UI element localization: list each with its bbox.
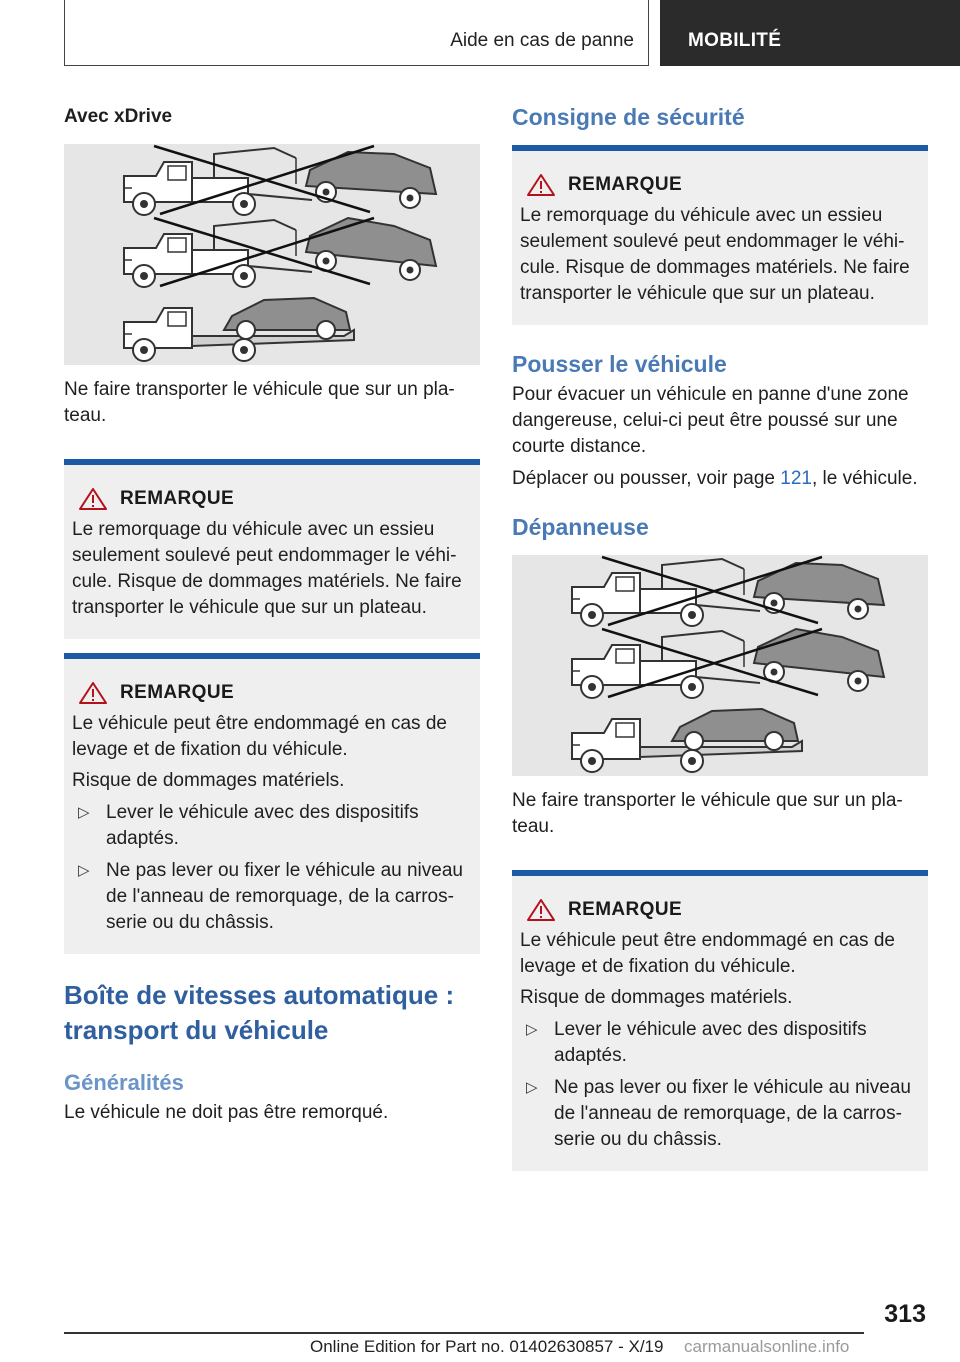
towing-illustration-xdrive	[64, 144, 480, 365]
warning-triangle-icon	[526, 898, 556, 922]
note-text: Le remorquage du véhicule avec un essieu seulement soulevé peut endommager le véhi‐cule. Risque de dommages matériels. Ne faire transporter le véhicule que sur un plateau.	[72, 519, 462, 618]
list-item-text: Ne pas lever ou fixer le véhicule au niveau de l'anneau de remorquage, de la carros‐serie ou du châssis.	[106, 860, 463, 933]
header-section-title: Aide en cas de panne	[450, 30, 634, 51]
warning-triangle-icon	[78, 487, 108, 511]
page-link[interactable]: 121	[780, 468, 812, 489]
tow-truck-illustration	[64, 144, 480, 365]
header-chapter-box	[660, 0, 960, 66]
subsection-heading-general: Généralités	[64, 1070, 184, 1095]
list-item	[520, 1017, 920, 1069]
footer-rule	[64, 1332, 864, 1334]
right-column	[512, 104, 928, 1171]
note-title: REMARQUE	[120, 682, 235, 703]
towing-illustration-tow-truck	[512, 555, 928, 776]
heading-tow-truck: Dépanneuse	[512, 514, 649, 540]
tow-truck-illustration	[512, 555, 928, 776]
footer-edition: Online Edition for Part no. 01402630857 - X/19	[310, 1337, 664, 1356]
note-title: REMARQUE	[568, 899, 683, 920]
heading-push: Pousser le véhicule	[512, 351, 727, 377]
triangle-right-icon: ▷	[526, 1079, 538, 1096]
note-text: Risque de dommages matériels.	[72, 770, 345, 791]
list-item-text: Ne pas lever ou fixer le véhicule au niveau de l'anneau de remorquage, de la carros‐serie ou du châssis.	[554, 1077, 911, 1150]
header-chapter-title: MOBILITÉ	[688, 30, 782, 51]
footer-watermark: carmanualsonline.info	[684, 1337, 850, 1356]
note-box-lifting	[512, 870, 928, 1171]
caption-xdrive: Ne faire transporter le véhicule que sur un pla‐teau.	[64, 379, 455, 426]
caption-tow-truck: Ne faire transporter le véhicule que sur un pla‐teau.	[512, 790, 903, 837]
general-text: Le véhicule ne doit pas être remorqué.	[64, 1102, 389, 1123]
note-text: Le véhicule peut être endommagé en cas de levage et de fixation du véhicule.	[520, 930, 895, 977]
list-item	[72, 800, 472, 852]
list-item-text: Lever le véhicule avec des dispositifs adaptés.	[106, 802, 419, 849]
triangle-right-icon: ▷	[526, 1021, 538, 1038]
note-text: Le remorquage du véhicule avec un essieu seulement soulevé peut endommager le véhi‐cule. Risque de dommages matériels. Ne faire transporter le véhicule que sur un plateau.	[520, 205, 910, 304]
note-box-safety	[512, 145, 928, 325]
warning-triangle-icon	[526, 173, 556, 197]
push-text: Pour évacuer un véhicule en panne d'une zone dangereuse, celui-ci peut être poussé sur une courte distance.	[512, 384, 909, 457]
subheading-xdrive: Avec xDrive	[64, 106, 173, 127]
move-reference: Déplacer ou pousser, voir page 121, le véhicule.	[512, 468, 918, 489]
page-number: 313	[884, 1300, 926, 1328]
heading-safety: Consigne de sécurité	[512, 104, 745, 130]
warning-triangle-icon	[78, 681, 108, 705]
note-text: Le véhicule peut être endommagé en cas de levage et de fixation du véhicule.	[72, 713, 447, 760]
note-box-flatbed	[64, 459, 480, 639]
note-text: Risque de dommages matériels.	[520, 987, 793, 1008]
triangle-right-icon: ▷	[78, 804, 90, 821]
page-header	[0, 0, 960, 66]
triangle-right-icon: ▷	[78, 862, 90, 879]
header-section-box	[64, 0, 649, 66]
section-heading-automatic: Boîte de vitesses automatique : transport du véhicule	[64, 980, 455, 1045]
list-item	[520, 1075, 920, 1153]
list-item-text: Lever le véhicule avec des dispositifs adaptés.	[554, 1019, 867, 1066]
list-item	[72, 858, 472, 936]
note-title: REMARQUE	[568, 174, 683, 195]
left-column	[64, 104, 480, 1126]
note-title: REMARQUE	[120, 488, 235, 509]
note-box-lifting	[64, 653, 480, 954]
